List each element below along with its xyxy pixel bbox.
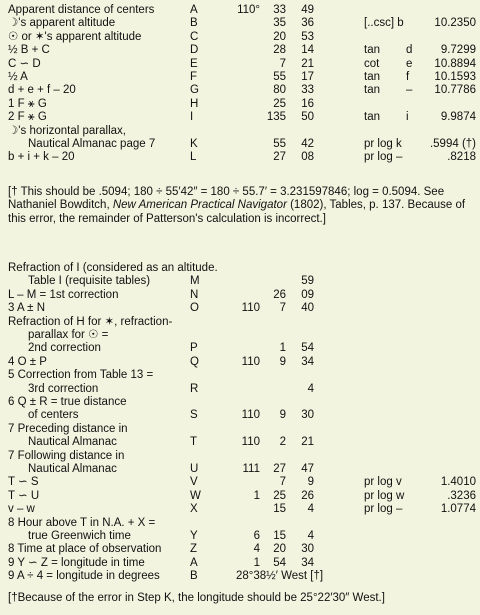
row-letter: G [190, 84, 199, 97]
value-seconds: 09 [301, 288, 314, 301]
row-label: Nautical Almanac page 7 [28, 138, 156, 150]
row-label: v – w [8, 503, 35, 516]
log-value: 10.2350 [434, 17, 476, 30]
footnote-text-a: [† This should be .5094; 180 ÷ 55′42″ = 180 ÷ 55.7′ = 3.231597846; log = 0.5094. See Nathaniel Bowditch, [8, 186, 445, 212]
log-function: tan [364, 111, 380, 124]
calc-row [0, 316, 480, 329]
value-minutes: 33 [273, 4, 286, 16]
value-degrees: 110° [237, 4, 260, 16]
calc-row [0, 543, 480, 556]
log-value: 9.7299 [440, 44, 476, 57]
value-minutes: 15 [273, 503, 286, 516]
value-degrees: 110 [241, 409, 260, 422]
row-label: Table I (requisite tables) [28, 275, 151, 288]
value-seconds: 53 [301, 30, 314, 43]
row-label: ½ B + C [8, 44, 50, 57]
calc-row [0, 450, 480, 463]
row-label: 8 Hour above T in N.A. + X = [8, 516, 156, 529]
log-value: 9.9874 [440, 111, 476, 124]
value-minutes: 27 [273, 463, 286, 475]
value-minutes: 135 [266, 111, 286, 124]
calc-row [0, 31, 480, 44]
calc-row [0, 125, 480, 138]
calc-row [0, 557, 480, 570]
log-function: pr log k [364, 138, 402, 150]
row-letter: M [190, 275, 200, 288]
calc-row [0, 463, 480, 476]
calc-row [0, 517, 480, 530]
row-letter: Z [190, 543, 198, 556]
value-minutes: 80 [273, 84, 286, 97]
row-label: 6 Q ± R = true distance [8, 396, 127, 408]
calc-row [0, 490, 480, 503]
log-function: pr log – [364, 151, 403, 164]
value-minutes: 26 [273, 288, 286, 301]
value-degrees: 1 [253, 489, 260, 502]
calc-row [0, 275, 480, 288]
log-function: pr log – [364, 503, 403, 516]
row-label: ☽'s horizontal parallax, [8, 124, 126, 137]
value-minutes: 7 [279, 57, 286, 70]
value-minutes: 15 [273, 530, 286, 542]
log-argument: i [406, 111, 409, 124]
row-label: Refraction of I (considered as an altitude. [8, 262, 218, 274]
log-value: .8218 [447, 151, 476, 164]
calc-row [0, 476, 480, 489]
row-label: 1 F ⚹ G [8, 97, 47, 110]
value-minutes: 28 [273, 44, 286, 57]
row-letter: I [190, 111, 194, 124]
calc-row [0, 302, 480, 315]
row-label: ☽'s apparent altitude [8, 17, 116, 30]
log-argument: d [406, 44, 413, 57]
row-label: b + i + k – 20 [8, 151, 75, 164]
calc-row [0, 530, 480, 543]
row-label: 7 Following distance in [8, 449, 125, 462]
log-argument: f [406, 71, 410, 83]
row-letter: H [190, 97, 199, 110]
value-seconds: 30 [301, 409, 314, 422]
calc-row [0, 262, 480, 275]
row-label: T ∽ S [8, 476, 39, 489]
row-label: 3 A ± N [8, 302, 45, 315]
footnote-text-b: (1802), Tables, p. 137. Because of this error, the remainder of Patterson's calculation is incorrect.] [8, 199, 466, 225]
log-function: tan [364, 44, 380, 57]
row-label: ½ A [8, 71, 28, 83]
calc-row [0, 138, 480, 151]
value-seconds: 59 [301, 275, 314, 288]
row-letter: B [190, 17, 198, 30]
value-minutes: 7 [279, 476, 286, 489]
log-function: tan [364, 84, 380, 97]
row-letter: A [190, 4, 198, 16]
row-letter: V [190, 476, 198, 489]
calc-row [0, 84, 480, 97]
value-minutes: 55 [273, 71, 286, 83]
row-letter: N [190, 288, 199, 301]
row-letter: K [190, 138, 198, 150]
value-degrees: 6 [253, 530, 260, 542]
value-minutes: 20 [273, 543, 286, 556]
value-minutes: 20 [273, 30, 286, 43]
row-label: Refraction of H for ✶, refraction- [8, 315, 173, 328]
row-label: 3rd correction [28, 382, 99, 395]
value-seconds: 17 [301, 71, 314, 83]
row-letter: Q [190, 355, 199, 368]
log-function: pr log w [364, 489, 405, 502]
calc-row [0, 436, 480, 449]
value-degrees: 110 [241, 436, 260, 449]
row-label: 2 F ⚹ G [8, 111, 47, 124]
calc-row [0, 503, 480, 516]
value-seconds: 21 [301, 57, 314, 70]
row-label: 5 Correction from Table 13 = [8, 369, 154, 382]
footnote-longitude: [†Because of the error in Step K, the longitude should be 25°22′30″ West.] [8, 592, 385, 604]
value-seconds: 9 [307, 476, 314, 489]
calc-row [0, 396, 480, 409]
log-value: 1.4010 [440, 476, 476, 489]
value-degrees: 110 [241, 355, 260, 368]
row-letter: R [190, 382, 199, 395]
calc-row [0, 98, 480, 111]
longitude-result: 28°38½′ West [†] [236, 570, 324, 583]
calc-row [0, 289, 480, 302]
calc-row [0, 111, 480, 124]
value-minutes: 9 [279, 409, 286, 422]
calc-row [0, 58, 480, 71]
value-seconds: 4 [307, 503, 314, 516]
row-letter: P [190, 342, 198, 355]
value-seconds: 36 [301, 17, 314, 30]
calc-row [0, 71, 480, 84]
footnote-bowditch [8, 186, 474, 226]
row-letter: U [190, 463, 199, 475]
value-seconds: 16 [301, 97, 314, 110]
calc-row [0, 4, 480, 17]
row-label: ☉ or ✶'s apparent altitude [8, 30, 142, 43]
row-label: C ∽ D [8, 57, 41, 70]
log-function: cot [364, 57, 380, 70]
row-letter: S [190, 409, 198, 422]
log-value: 1.0774 [440, 503, 476, 516]
log-value: .3236 [447, 489, 476, 502]
value-minutes: 54 [273, 556, 286, 569]
value-degrees: 1 [253, 556, 260, 569]
value-seconds: 26 [301, 489, 314, 502]
log-value: .5994 (†) [429, 138, 476, 150]
row-letter: C [190, 30, 199, 43]
calc-row [0, 151, 480, 164]
value-minutes: 25 [273, 97, 286, 110]
row-label: 7 Preceding distance in [8, 422, 128, 435]
calc-row [0, 356, 480, 369]
value-minutes: 27 [273, 151, 286, 164]
value-seconds: 47 [301, 463, 314, 475]
row-letter: A [190, 556, 198, 569]
calc-row [0, 423, 480, 436]
row-letter: F [190, 71, 198, 83]
value-seconds: 42 [301, 138, 314, 150]
row-letter: X [190, 503, 198, 516]
row-label: 8 Time at place of observation [8, 543, 162, 556]
row-label: d + e + f – 20 [8, 84, 76, 97]
value-degrees: 110 [241, 302, 260, 315]
value-seconds: 08 [301, 151, 314, 164]
row-letter: D [190, 44, 199, 57]
footnote-book-title: New American Practical Navigator [112, 199, 287, 212]
row-letter: E [190, 57, 198, 70]
log-function: pr log v [364, 476, 402, 489]
value-degrees: 4 [253, 543, 260, 556]
log-argument: – [406, 84, 413, 97]
row-letter: B [190, 570, 198, 583]
value-seconds: 21 [301, 436, 314, 449]
value-seconds: 50 [301, 111, 314, 124]
log-function: tan [364, 71, 380, 83]
row-label: Nautical Almanac [28, 436, 117, 449]
calc-row [0, 570, 480, 583]
value-degrees: 111 [242, 463, 260, 475]
row-letter: Y [190, 530, 198, 542]
value-seconds: 54 [301, 342, 314, 355]
value-minutes: 55 [273, 138, 286, 150]
row-letter: O [190, 302, 199, 315]
row-label: of centers [28, 409, 79, 422]
row-letter: T [190, 436, 198, 449]
log-value: 10.8894 [434, 57, 476, 70]
row-label: 2nd correction [28, 342, 101, 355]
value-minutes: 9 [279, 355, 286, 368]
row-label: Apparent distance of centers [8, 4, 155, 16]
calc-row [0, 329, 480, 342]
row-letter: W [190, 489, 201, 502]
row-label: 9 Y ∽ Z = longitude in time [8, 556, 145, 569]
value-minutes: 35 [273, 17, 286, 30]
row-label: T ∽ U [8, 489, 40, 502]
value-seconds: 14 [301, 44, 314, 57]
row-label: true Greenwich time [28, 530, 131, 542]
row-label: L – M = 1st correction [8, 288, 119, 301]
calc-row [0, 409, 480, 422]
value-seconds: 33 [301, 84, 314, 97]
calc-row [0, 342, 480, 355]
log-function: [..csc] b [364, 17, 404, 30]
calc-row [0, 383, 480, 396]
row-label: parallax for ☉ = [28, 329, 109, 341]
log-value: 10.1593 [434, 71, 476, 83]
row-label: Nautical Almanac [28, 463, 117, 475]
calc-row [0, 44, 480, 57]
value-minutes: 2 [279, 436, 286, 449]
value-seconds: 4 [307, 382, 314, 395]
calc-row [0, 369, 480, 382]
row-letter: L [190, 151, 197, 164]
row-label: 4 O ± P [8, 355, 47, 368]
value-seconds: 34 [301, 355, 314, 368]
value-seconds: 30 [301, 543, 314, 556]
value-seconds: 40 [301, 302, 314, 315]
log-value: 10.7786 [434, 84, 476, 97]
row-label: 9 A ÷ 4 = longitude in degrees [8, 570, 160, 583]
value-seconds: 49 [301, 4, 314, 16]
log-argument: e [406, 57, 413, 70]
calc-row [0, 17, 480, 30]
value-seconds: 4 [307, 530, 314, 542]
value-minutes: 25 [273, 489, 286, 502]
value-minutes: 1 [279, 342, 286, 355]
value-seconds: 34 [301, 556, 314, 569]
value-minutes: 7 [279, 302, 286, 315]
